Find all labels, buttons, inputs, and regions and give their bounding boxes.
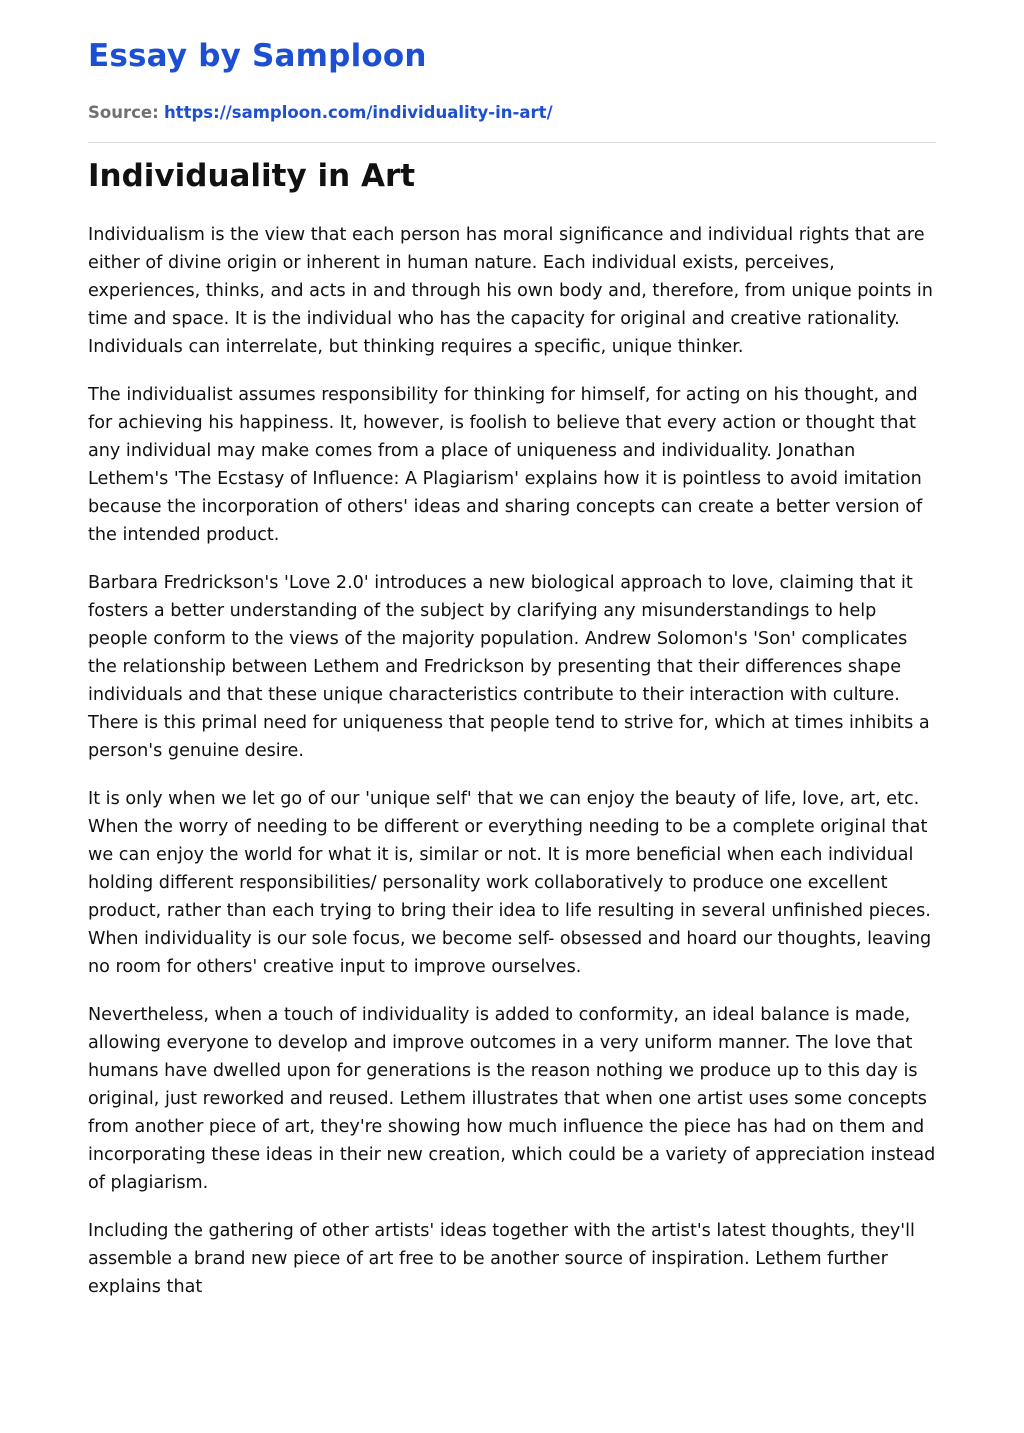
essay-body [88, 221, 936, 1321]
essay-paragraph: Including the gathering of other artists' ideas together with the artist's latest thoughts, they'll assemble a brand new piece of art free to be another source of inspiration. Lethem further explains that [88, 1221, 915, 1297]
essay-paragraph: Individualism is the view that each person has moral significance and individual rights that are either of divine origin or inherent in human nature. Each individual exists, perceives, experiences, thinks, and acts in and through his own body and, therefore, from unique points in time and space. It is the individual who has the capacity for original and creative rationality. Individuals can interrelate, but thinking requires a specific, unique thinker. [88, 225, 933, 357]
source-link[interactable]: https://samploon.com/individuality-in-art/ [163, 103, 553, 122]
essay-title: Individuality in Art [88, 158, 416, 194]
essay-paragraph: Nevertheless, when a touch of individuality is added to conformity, an ideal balance is made, allowing everyone to develop and improve outcomes in a very uniform manner. The love that humans have dwelled upon for generations is the reason nothing we produce up to this day is original, just reworked and reused. Lethem illustrates that when one artist uses some concepts from another piece of art, they're showing how much influence the piece has had on them and incorporating these ideas in their new creation, which could be a variety of appreciation instead of plagiarism. [88, 1005, 936, 1193]
essay-paragraph: It is only when we let go of our 'unique self' that we can enjoy the beauty of life, love, art, etc. When the worry of needing to be different or everything needing to be a complete original that we can enjoy the world for what it is, similar or not. It is more beneficial when each individual holding different responsibilities/ personality work collaboratively to produce one excellent product, rather than each trying to bring their idea to life resulting in several unfinished pieces. When individuality is our sole focus, we become self- obsessed and hoard our thoughts, leaving no room for others' creative input to improve ourselves. [88, 789, 932, 977]
source-label: Source: [88, 103, 159, 122]
essay-paragraph: Barbara Fredrickson's 'Love 2.0' introduces a new biological approach to love, claiming that it fosters a better understanding of the subject by clarifying any misunderstandings to help people conform to the views of the majority population. Andrew Solomon's 'Son' complicates the relationship between Lethem and Fredrickson by presenting that their differences shape individuals and that these unique characteristics contribute to their interaction with culture. There is this primal need for uniqueness that people tend to strive for, which at times inhibits a person's genuine desire. [88, 573, 930, 761]
essay-paragraph: The individualist assumes responsibility for thinking for himself, for acting on his thought, and for achieving his happiness. It, however, is foolish to believe that every action or thought that any individual may make comes from a place of uniqueness and individuality. Jonathan Lethem's 'The Ecstasy of Influence: A Plagiarism' explains how it is pointless to avoid imitation because the incorporation of others' ideas and sharing concepts can create a better version of the intended product. [88, 385, 923, 545]
site-brand-title: Essay by Samploon [88, 38, 427, 74]
header-divider [88, 142, 936, 143]
source-line [88, 102, 553, 124]
